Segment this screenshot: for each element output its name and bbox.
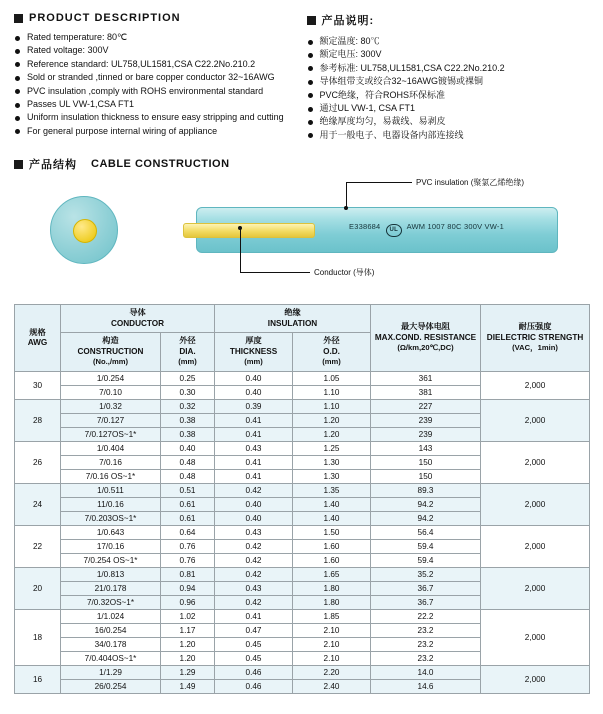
- cell-od: 1.20: [293, 413, 371, 427]
- cell-dia: 0.76: [161, 539, 215, 553]
- cell-od: 1.05: [293, 371, 371, 385]
- list-item: For general purpose internal wiring of appliance: [14, 125, 297, 138]
- cell-dia: 0.48: [161, 469, 215, 483]
- cell-od: 1.30: [293, 469, 371, 483]
- cell-resistance: 227: [371, 399, 481, 413]
- cell-dielectric: 2,000: [481, 609, 590, 665]
- header-construction-en: CONSTRUCTION: [77, 346, 144, 356]
- header-thickness-cn: 厚度: [245, 336, 262, 346]
- header-spec: [15, 305, 61, 372]
- insulation-leader-horizontal: [346, 182, 412, 183]
- conductor-leader-horizontal: [240, 272, 310, 273]
- cell-awg: 20: [15, 567, 61, 609]
- cell-dia: 0.64: [161, 525, 215, 539]
- cell-dia: 0.48: [161, 455, 215, 469]
- cell-resistance: 23.2: [371, 623, 481, 637]
- cell-od: 1.60: [293, 553, 371, 567]
- cell-construction: 1/0.32: [61, 399, 161, 413]
- cell-construction: 1/0.511: [61, 483, 161, 497]
- cable-construction-heading: [14, 156, 589, 172]
- cell-resistance: 361: [371, 371, 481, 385]
- cell-od: 1.80: [293, 595, 371, 609]
- cell-thickness: 0.42: [215, 483, 293, 497]
- cell-thickness: 0.42: [215, 539, 293, 553]
- header-od-en: O.D.: [323, 346, 340, 356]
- cell-awg: 28: [15, 399, 61, 441]
- list-item: 绝缘厚度均匀，易裁线、易剥皮: [307, 115, 590, 128]
- cell-resistance: 239: [371, 413, 481, 427]
- cell-construction: 7/0.32OS~1*: [61, 595, 161, 609]
- header-resistance-cn: 最大导体电阻: [400, 322, 451, 332]
- cell-construction: 7/0.10: [61, 385, 161, 399]
- specification-table-body: [15, 371, 590, 693]
- cell-awg: 18: [15, 609, 61, 665]
- header-conductor: [61, 305, 215, 333]
- cell-resistance: 35.2: [371, 567, 481, 581]
- cell-od: 1.80: [293, 581, 371, 595]
- cell-thickness: 0.40: [215, 497, 293, 511]
- header-insulation-cn: 绝缘: [284, 308, 301, 318]
- cell-dia: 1.20: [161, 651, 215, 665]
- cell-dia: 0.30: [161, 385, 215, 399]
- cell-resistance: 59.4: [371, 539, 481, 553]
- cell-od: 1.20: [293, 427, 371, 441]
- cell-resistance: 94.2: [371, 511, 481, 525]
- cell-dielectric: 2,000: [481, 665, 590, 693]
- cell-thickness: 0.47: [215, 623, 293, 637]
- cell-dielectric: 2,000: [481, 371, 590, 399]
- list-item: PVC绝缘，符合ROHS环保标准: [307, 89, 590, 102]
- cell-resistance: 239: [371, 427, 481, 441]
- header-construction-unit: (No.,/mm): [92, 357, 128, 367]
- cell-awg: 22: [15, 525, 61, 567]
- cell-construction: 7/0.203OS~1*: [61, 511, 161, 525]
- cell-construction: 7/0.254 OS~1*: [61, 553, 161, 567]
- cell-resistance: 89.3: [371, 483, 481, 497]
- cell-construction: 7/0.127: [61, 413, 161, 427]
- cable-construction-section: [0, 142, 603, 172]
- cell-construction: 1/0.404: [61, 441, 161, 455]
- cell-dia: 0.61: [161, 511, 215, 525]
- cell-awg: 26: [15, 441, 61, 483]
- list-item: 用于一般电子、电器设备内部连接线: [307, 129, 590, 142]
- conductor-label: Conductor (导体): [314, 268, 375, 278]
- cell-dielectric: 2,000: [481, 567, 590, 609]
- cell-dielectric: 2,000: [481, 525, 590, 567]
- cell-construction: 1/0.254: [61, 371, 161, 385]
- cell-od: 1.50: [293, 525, 371, 539]
- header-resistance: [371, 305, 481, 372]
- header-construction-cn: 构造: [102, 336, 119, 346]
- list-item: Passes UL VW-1,CSA FT1: [14, 98, 297, 111]
- cell-thickness: 0.41: [215, 609, 293, 623]
- cell-thickness: 0.39: [215, 399, 293, 413]
- list-item: Rated voltage: 300V: [14, 44, 297, 57]
- cable-mark-file-number: E338684: [349, 222, 381, 232]
- header-spec-en: AWG: [27, 338, 48, 347]
- cell-construction: 21/0.178: [61, 581, 161, 595]
- product-description-heading-en: [14, 12, 297, 24]
- cell-dia: 1.29: [161, 665, 215, 679]
- cell-thickness: 0.43: [215, 581, 293, 595]
- cell-od: 1.60: [293, 539, 371, 553]
- cell-od: 1.40: [293, 511, 371, 525]
- cell-thickness: 0.42: [215, 553, 293, 567]
- cell-construction: 7/0.16 OS~1*: [61, 469, 161, 483]
- header-dielectric-en: DIELECTRIC STRENGTH: [486, 332, 584, 342]
- cell-thickness: 0.42: [215, 567, 293, 581]
- cell-awg: 24: [15, 483, 61, 525]
- cell-thickness: 0.45: [215, 651, 293, 665]
- description-chinese-column: [307, 12, 590, 142]
- cell-construction: 26/0.254: [61, 679, 161, 693]
- cell-thickness: 0.43: [215, 441, 293, 455]
- cell-od: 1.10: [293, 385, 371, 399]
- product-description-heading-cn: [307, 12, 590, 28]
- list-item: 参考标准: UL758,UL1581,CSA C22.2No.210.2: [307, 62, 590, 75]
- cell-od: 2.10: [293, 637, 371, 651]
- header-conductor-cn: 导体: [129, 308, 146, 318]
- cell-thickness: 0.40: [215, 385, 293, 399]
- cell-resistance: 14.0: [371, 665, 481, 679]
- table-row: [15, 483, 590, 497]
- table-row: [15, 371, 590, 385]
- cell-construction: 7/0.16: [61, 455, 161, 469]
- cell-awg: 16: [15, 665, 61, 693]
- cell-thickness: 0.46: [215, 665, 293, 679]
- cell-dia: 1.17: [161, 623, 215, 637]
- cell-dia: 0.61: [161, 497, 215, 511]
- header-dielectric-cn: 耐压强度: [518, 322, 552, 332]
- cable-construction-title-en: CABLE CONSTRUCTION: [91, 158, 230, 171]
- cable-print-marking: [349, 222, 504, 237]
- header-od-cn: 外径: [323, 336, 340, 346]
- cell-dia: 0.94: [161, 581, 215, 595]
- insulation-label: PVC insulation (聚氯乙烯绝缘): [416, 178, 525, 188]
- cell-thickness: 0.46: [215, 679, 293, 693]
- cell-od: 2.10: [293, 651, 371, 665]
- cell-dia: 0.38: [161, 427, 215, 441]
- cell-resistance: 56.4: [371, 525, 481, 539]
- cell-od: 2.20: [293, 665, 371, 679]
- header-od-unit: (mm): [322, 357, 341, 367]
- cable-diagram: [0, 178, 603, 298]
- header-construction: [61, 333, 161, 372]
- list-item: 额定电压: 300V: [307, 48, 590, 61]
- cell-od: 1.35: [293, 483, 371, 497]
- cell-resistance: 22.2: [371, 609, 481, 623]
- header-spec-cn: 规格: [29, 327, 46, 337]
- header-insulation-en: INSULATION: [267, 318, 318, 328]
- cell-dia: 1.49: [161, 679, 215, 693]
- description-list-en: [14, 31, 297, 138]
- conductor-leader-vertical: [240, 228, 241, 272]
- cell-resistance: 94.2: [371, 497, 481, 511]
- cell-resistance: 150: [371, 455, 481, 469]
- header-dia-unit: (mm): [178, 357, 197, 367]
- cell-construction: 34/0.178: [61, 637, 161, 651]
- product-description-title-cn: 产品说明:: [321, 15, 375, 27]
- header-od: [293, 333, 371, 372]
- header-resistance-en: MAX.COND. RESISTANCE: [374, 332, 477, 342]
- cell-dia: 1.02: [161, 609, 215, 623]
- bullet-square-icon: [14, 160, 23, 169]
- header-thickness: [215, 333, 293, 372]
- cable-body-illustration: [196, 207, 558, 253]
- cell-dia: 0.32: [161, 399, 215, 413]
- table-row: [15, 399, 590, 413]
- header-thickness-en: THICKNESS: [229, 346, 278, 356]
- cell-dia: 0.81: [161, 567, 215, 581]
- ul-logo-icon: UL: [386, 224, 402, 237]
- cell-construction: 1/1.024: [61, 609, 161, 623]
- header-conductor-en: CONDUCTOR: [110, 318, 165, 328]
- cell-dielectric: 2,000: [481, 483, 590, 525]
- cell-construction: 7/0.404OS~1*: [61, 651, 161, 665]
- cable-cross-section-icon: [50, 196, 118, 264]
- cell-dielectric: 2,000: [481, 441, 590, 483]
- bullet-square-icon: [14, 14, 23, 23]
- cell-dia: 0.25: [161, 371, 215, 385]
- table-row: [15, 567, 590, 581]
- product-description-title-en: PRODUCT DESCRIPTION: [29, 12, 181, 24]
- cell-construction: 1/0.643: [61, 525, 161, 539]
- cell-thickness: 0.42: [215, 595, 293, 609]
- cable-mark-rating: AWM 1007 80C 300V VW-1: [406, 222, 504, 232]
- cell-od: 1.25: [293, 441, 371, 455]
- cell-thickness: 0.41: [215, 469, 293, 483]
- table-row: [15, 525, 590, 539]
- list-item: Sold or stranded ,tinned or bare copper conductor 32~16AWG: [14, 71, 297, 84]
- cell-thickness: 0.41: [215, 455, 293, 469]
- cell-construction: 1/1.29: [61, 665, 161, 679]
- header-dielectric-unit: (VAC，1min): [512, 343, 558, 353]
- cell-thickness: 0.40: [215, 371, 293, 385]
- cell-dia: 0.38: [161, 413, 215, 427]
- list-item: 通过UL VW-1, CSA FT1: [307, 102, 590, 115]
- list-item: Uniform insulation thickness to ensure easy stripping and cutting: [14, 111, 297, 124]
- cell-construction: 17/0.16: [61, 539, 161, 553]
- list-item: 导体组带支或绞合32~16AWG镀锡或裸铜: [307, 75, 590, 88]
- cell-thickness: 0.40: [215, 511, 293, 525]
- table-row: [15, 441, 590, 455]
- cell-construction: 16/0.254: [61, 623, 161, 637]
- header-thickness-unit: (mm): [244, 357, 263, 367]
- header-dia: [161, 333, 215, 372]
- header-dia-cn: 外径: [179, 336, 196, 346]
- table-row: [15, 665, 590, 679]
- specification-table: [14, 304, 590, 694]
- cell-dia: 0.96: [161, 595, 215, 609]
- header-dielectric: [481, 305, 590, 372]
- cell-construction: 11/0.16: [61, 497, 161, 511]
- cell-construction: 1/0.813: [61, 567, 161, 581]
- cable-construction-title-cn: 产品结构: [29, 159, 77, 172]
- header-resistance-unit: (Ω/km,20℃,DC): [397, 343, 454, 353]
- cell-dielectric: 2,000: [481, 399, 590, 441]
- insulation-leader-vertical: [346, 182, 347, 208]
- cell-od: 2.40: [293, 679, 371, 693]
- cell-resistance: 23.2: [371, 637, 481, 651]
- cell-thickness: 0.45: [215, 637, 293, 651]
- cell-resistance: 143: [371, 441, 481, 455]
- bullet-square-icon: [307, 16, 316, 25]
- cell-resistance: 23.2: [371, 651, 481, 665]
- table-row: [15, 609, 590, 623]
- cell-dia: 0.51: [161, 483, 215, 497]
- cell-od: 1.40: [293, 497, 371, 511]
- cell-resistance: 150: [371, 469, 481, 483]
- cell-od: 1.10: [293, 399, 371, 413]
- cell-resistance: 36.7: [371, 595, 481, 609]
- product-description-section: [0, 0, 603, 142]
- list-item: Rated temperature: 80℃: [14, 31, 297, 44]
- description-list-cn: [307, 35, 590, 142]
- cell-awg: 30: [15, 371, 61, 399]
- cell-thickness: 0.43: [215, 525, 293, 539]
- cell-resistance: 59.4: [371, 553, 481, 567]
- header-dia-en: DIA.: [179, 346, 196, 356]
- description-english-column: [14, 12, 297, 142]
- header-insulation: [215, 305, 371, 333]
- cell-od: 1.85: [293, 609, 371, 623]
- cell-dia: 1.20: [161, 637, 215, 651]
- cell-od: 2.10: [293, 623, 371, 637]
- cell-od: 1.65: [293, 567, 371, 581]
- conductor-illustration: [183, 223, 315, 238]
- cell-resistance: 36.7: [371, 581, 481, 595]
- cell-od: 1.30: [293, 455, 371, 469]
- list-item: Reference standard: UL758,UL1581,CSA C22.2No.210.2: [14, 58, 297, 71]
- cell-resistance: 14.6: [371, 679, 481, 693]
- cell-construction: 7/0.127OS~1*: [61, 427, 161, 441]
- cell-thickness: 0.41: [215, 427, 293, 441]
- list-item: 额定温度: 80℃: [307, 35, 590, 48]
- list-item: PVC insulation ,comply with ROHS environmental standard: [14, 85, 297, 98]
- cell-dia: 0.40: [161, 441, 215, 455]
- table-header-group-row: [15, 305, 590, 333]
- cell-dia: 0.76: [161, 553, 215, 567]
- cell-thickness: 0.41: [215, 413, 293, 427]
- cell-resistance: 381: [371, 385, 481, 399]
